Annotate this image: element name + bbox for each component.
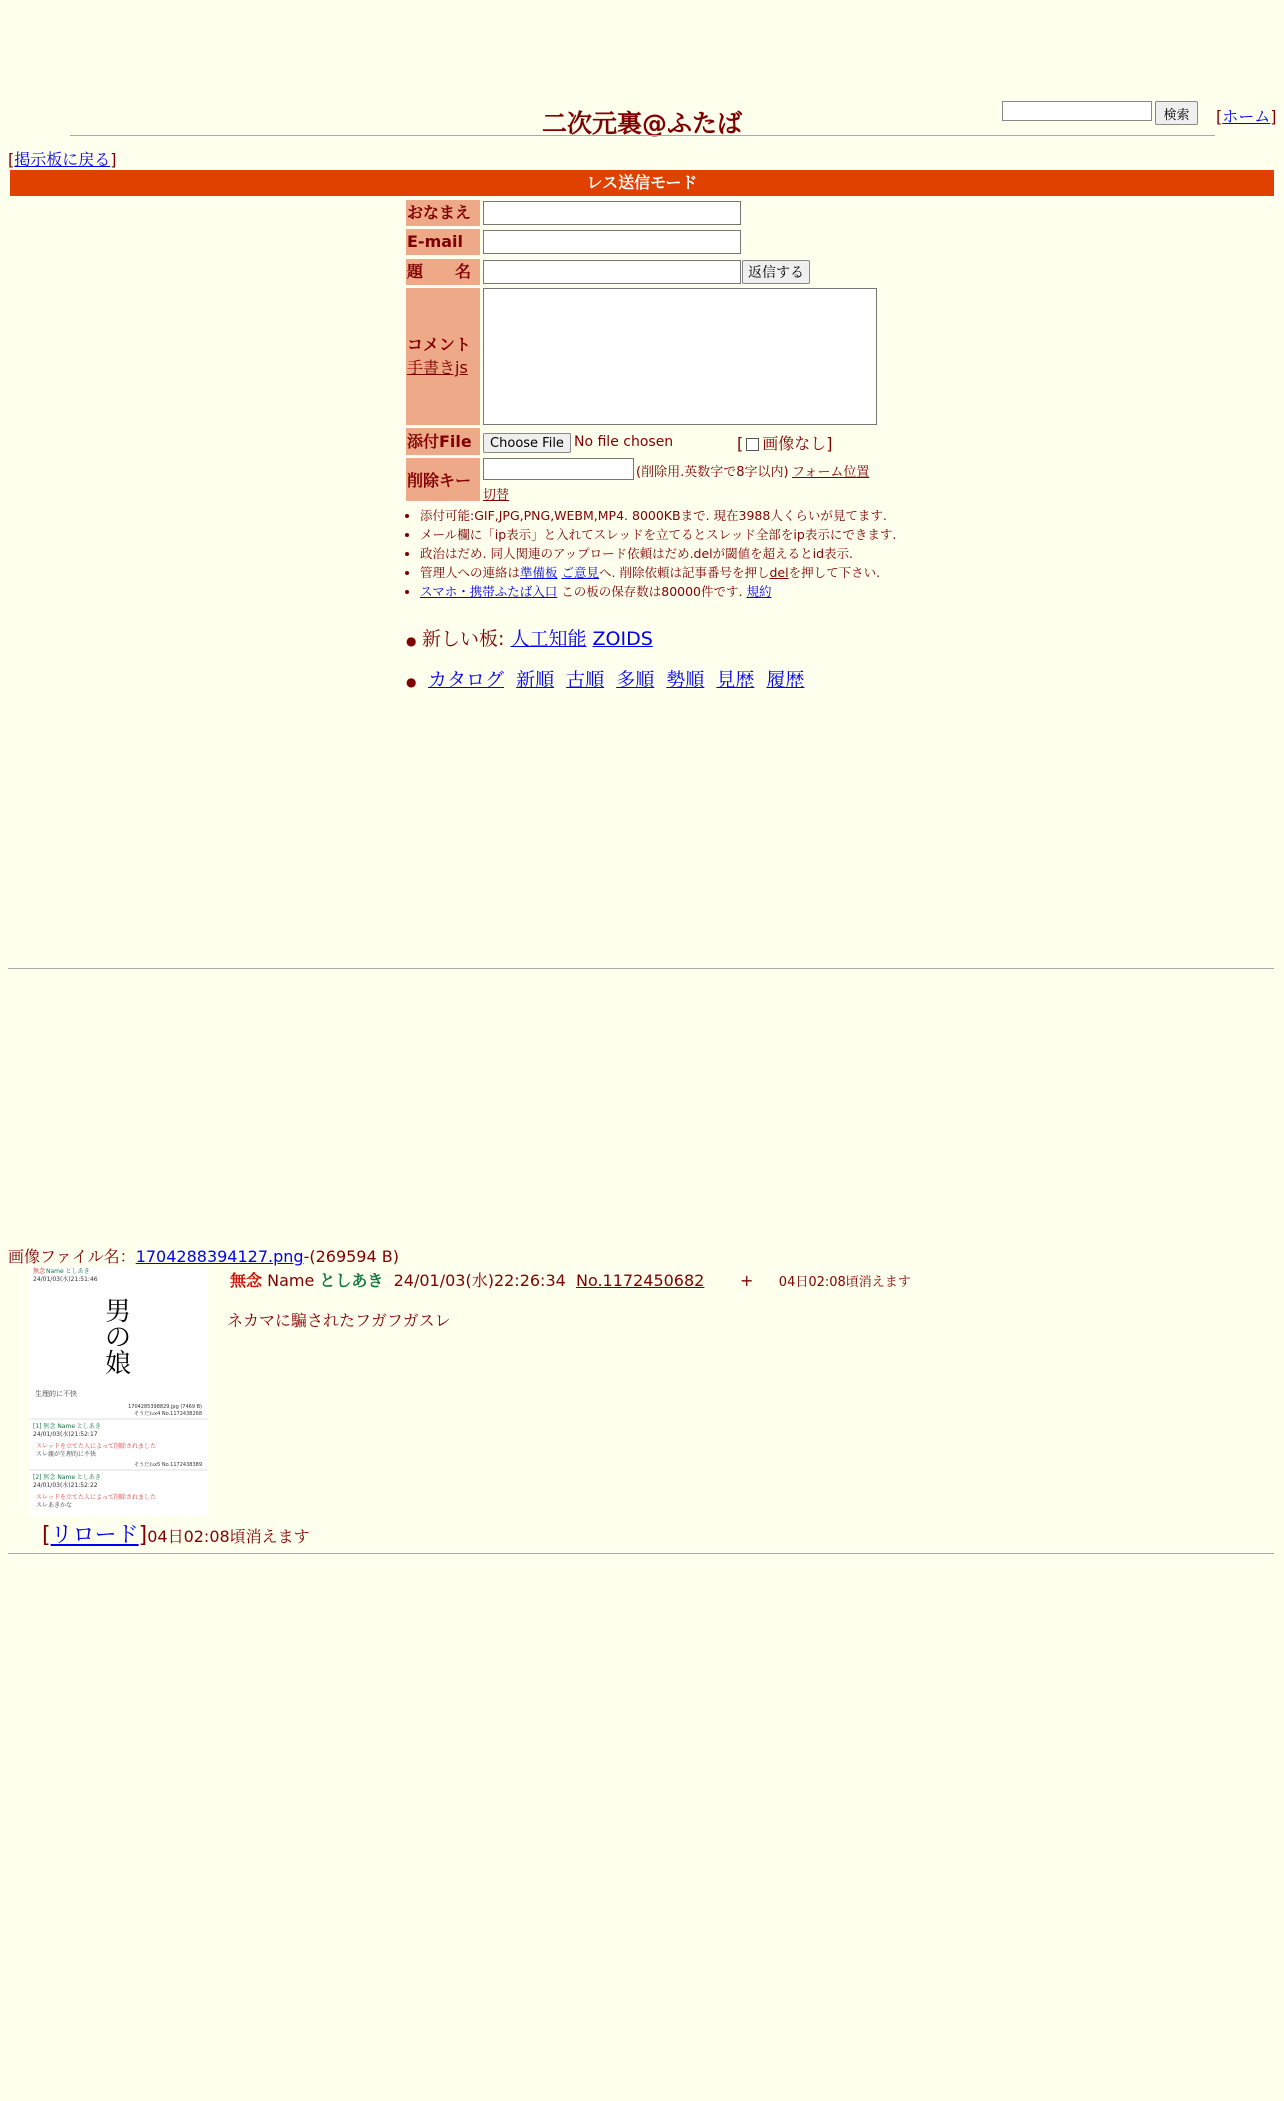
thumb-rep2-date: 24/01/03(水)21:52:22: [33, 1482, 98, 1489]
opinion-link[interactable]: ご意見: [561, 565, 600, 580]
name-label: おなまえ: [406, 200, 480, 226]
no-image-label: 画像なし: [762, 434, 827, 453]
thumb-big-text-3: 娘: [104, 1349, 132, 1379]
choose-file-button[interactable]: Choose File: [483, 433, 571, 453]
title-divider: [70, 135, 1215, 136]
board-link-zoids[interactable]: ZOIDS: [592, 628, 653, 650]
thumb-rep2-head: [2] 無念 Name としあき: [33, 1474, 101, 1481]
rule-text: メール欄に「ip表示」と入れてスレッドを立てるとスレッド全部をip表示にできます.: [420, 527, 897, 542]
thumb-file-info: 1704285398829.jpg (7469 B): [128, 1404, 202, 1410]
back-link-wrap: [掲示板に戻る]: [8, 150, 117, 169]
subject-label: 題 名: [406, 259, 480, 285]
home-link-wrap: [ホーム]: [1216, 107, 1277, 126]
comment-label-cell: [406, 288, 480, 425]
nav-most-replies[interactable]: 多順: [616, 669, 655, 691]
search-input[interactable]: [1002, 101, 1152, 121]
nav-momentum[interactable]: 勢順: [666, 669, 705, 691]
delkey-note: (削除用.英数字で8字以内): [636, 465, 789, 480]
thumb-rep2-deleted: スレッドを立てた人によって削除されました: [36, 1494, 156, 1501]
thread-nav: [406, 665, 810, 692]
file-label: 添付File: [406, 428, 480, 455]
reload-link[interactable]: リロード: [50, 1523, 139, 1548]
rule-text: 政治はだめ. 同人関連のアップロード依頼はだめ.delが閾値を超えるとid表示.: [420, 546, 854, 561]
divider: [8, 968, 1274, 969]
mobile-entry-link[interactable]: スマホ・携帯ふたば入口: [420, 584, 558, 599]
post-date: 24/01/03(水)22:26:34: [393, 1271, 566, 1290]
thumb-head-name: Name としあき: [46, 1268, 90, 1275]
thumb-caption: 生理的に不快: [35, 1390, 77, 1398]
thumb-big-text-1: 男: [104, 1297, 132, 1327]
post-name-label: Name: [267, 1271, 315, 1290]
bullet-icon: ●: [406, 634, 417, 648]
no-image-checkbox[interactable]: [746, 438, 759, 451]
file-size: -(269594 B): [303, 1247, 399, 1266]
junbi-board-link[interactable]: 準備板: [520, 565, 558, 580]
thumb-rep1-head: [1] 無念 Name としあき: [33, 1423, 101, 1430]
rule-item: [420, 506, 904, 525]
nav-view-history[interactable]: 見歴: [716, 669, 755, 691]
board-link-ai[interactable]: 人工知能: [510, 628, 587, 650]
subject-input[interactable]: [483, 260, 741, 284]
thumb-rep1-meta: そうだねx5 No.1172438389: [134, 1462, 202, 1468]
comment-textarea[interactable]: [483, 288, 877, 425]
email-input[interactable]: [483, 230, 741, 254]
reply-mode-bar: レス送信モード: [10, 170, 1274, 196]
file-info: [8, 1244, 399, 1267]
reload-line: [リロード]04日02:08頃消えます: [42, 1523, 310, 1548]
comment-label: コメント: [407, 335, 472, 354]
rule-item: [420, 582, 904, 601]
nav-catalog[interactable]: カタログ: [428, 669, 505, 691]
thumb-meta: そうだねx4 No.1172438268: [134, 1411, 202, 1417]
post-expire: 04日02:08頃消えます: [778, 1275, 911, 1290]
post-author: としあき: [319, 1271, 384, 1290]
back-to-board-link[interactable]: 掲示板に戻る: [14, 150, 111, 169]
thumb-head-subject: 無念: [33, 1268, 46, 1275]
thumb-rep2-text: スレあきかな: [36, 1502, 73, 1509]
rule-text: 添付可能:GIF,JPG,PNG,WEBM,MP4. 8000KBまで. 現在3988人くらいが見てます.: [420, 508, 887, 523]
post-thumbnail[interactable]: [30, 1266, 207, 1516]
delkey-label: 削除キー: [407, 471, 472, 490]
terms-link[interactable]: 規約: [746, 584, 772, 599]
name-input[interactable]: [483, 201, 741, 225]
thumb-big-text-2: の: [104, 1323, 132, 1353]
rule-text: この板の保存数は80000件です.: [561, 584, 743, 599]
rule-item: [420, 525, 904, 544]
delkey-label-cell: [406, 458, 480, 501]
rule-text: 管理人への連絡は: [420, 565, 521, 580]
rule-item: [420, 563, 904, 582]
sodane-plus-button[interactable]: +: [739, 1271, 754, 1290]
post-number-link[interactable]: No.1172450682: [575, 1271, 705, 1290]
del-link[interactable]: del: [769, 565, 789, 580]
reload-expire: 04日02:08頃消えます: [147, 1527, 310, 1546]
email-label: E-mail: [406, 229, 480, 255]
no-image-option: [ 画像なし]: [737, 434, 833, 453]
nav-oldest[interactable]: 古順: [566, 669, 605, 691]
image-file-link[interactable]: 1704288394127.png: [135, 1247, 304, 1266]
delete-key-input[interactable]: [483, 458, 634, 480]
handwrite-link[interactable]: 手書きjs: [407, 358, 468, 377]
post-body: ネカマに騙されたフガフガスレ: [227, 1311, 451, 1330]
post-subject: 無念: [230, 1271, 263, 1290]
page-title: 二次元裏@ふたば: [541, 109, 742, 138]
file-label: 画像ファイル名：: [8, 1247, 136, 1266]
file-status: No file chosen: [574, 434, 674, 450]
post-header: [230, 1268, 911, 1291]
nav-newest[interactable]: 新順: [516, 669, 555, 691]
rule-item: [420, 544, 904, 563]
board-rules: [404, 506, 904, 601]
thumb-head-date: 24/01/03(水)21:51:46: [33, 1276, 98, 1283]
search-button[interactable]: 検索: [1155, 101, 1198, 125]
thumb-rep1-date: 24/01/03(水)21:52:17: [33, 1431, 98, 1438]
submit-reply-button[interactable]: 返信する: [742, 260, 810, 284]
home-link[interactable]: ホーム: [1222, 107, 1271, 126]
form-position-toggle-link[interactable]: フォーム位置: [792, 465, 870, 480]
form-position-toggle-link-2[interactable]: 切替: [483, 488, 510, 503]
rule-text: へ. 削除依頼は記事番号を押し: [599, 565, 770, 580]
divider: [8, 1553, 1274, 1554]
new-boards: [406, 624, 653, 651]
thumb-rep1-deleted: スレッドを立てた人によって削除されました: [36, 1443, 156, 1450]
bullet-icon: ●: [406, 675, 417, 689]
new-boards-label: 新しい板:: [422, 628, 505, 650]
rule-text: を押して下さい.: [788, 565, 881, 580]
nav-post-history[interactable]: 履歴: [766, 669, 805, 691]
thumb-rep1-text: スレ親が生理的に不快: [36, 1451, 97, 1458]
